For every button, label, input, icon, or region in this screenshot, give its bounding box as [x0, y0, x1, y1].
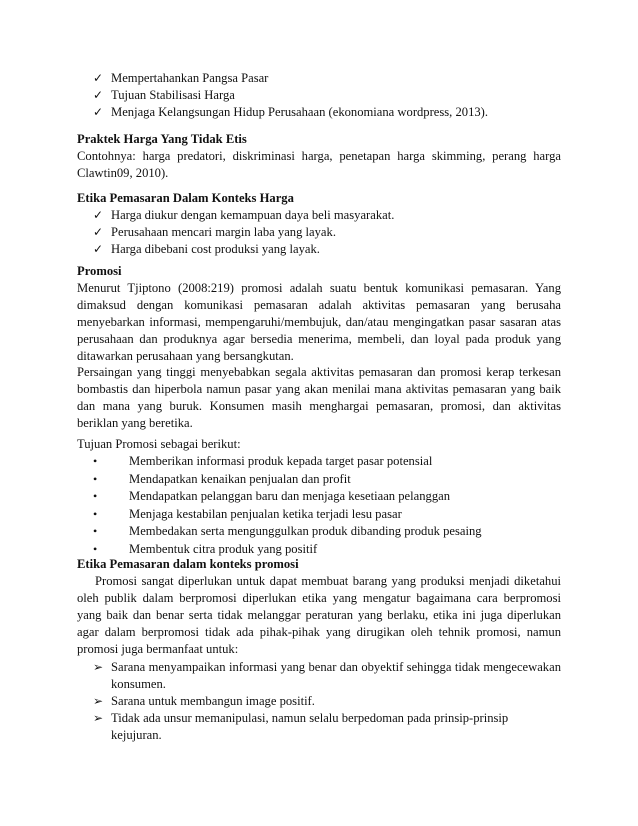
section-heading: Promosi: [77, 264, 122, 278]
bullet-icon: •: [93, 471, 98, 486]
list-item-text: Mempertahankan Pangsa Pasar: [111, 71, 269, 85]
bullet-icon: •: [93, 541, 98, 556]
arrow-bullet-icon: ➢: [93, 711, 104, 725]
list-item: [77, 471, 561, 489]
list-item: [77, 224, 561, 241]
list-item: [77, 710, 561, 744]
list-item-text: Tidak ada unsur memanipulasi, namun selalu berpedoman pada prinsip-prinsip kejujuran.: [111, 711, 509, 742]
checkmark-icon: ✓: [93, 208, 104, 222]
tujuan-promosi-list: [77, 436, 561, 559]
checkmark-icon: ✓: [93, 88, 104, 102]
list-intro: Tujuan Promosi sebagai berikut:: [77, 437, 241, 451]
checkmark-icon: ✓: [93, 71, 104, 85]
list-item: [77, 207, 561, 224]
list-item: [77, 241, 561, 258]
section-paragraph: Persaingan yang tinggi menyebabkan segala aktivitas pemasaran dan promosi kerap terkesan bombastis dan hiperbola namun pasar yang akan menilai mana aktivitas pemasaran yang baik dan mana yang buruk. Konsumen masih menghargai pemasaran, promosi, dan aktivitas beriklan yang beretika.: [77, 365, 561, 430]
list-item-text: Membedakan serta mengunggulkan produk dibanding produk pesaing: [129, 524, 482, 539]
intro-checklist: [77, 70, 561, 121]
section-paragraph: Promosi sangat diperlukan untuk dapat membuat barang yang produksi menjadi diketahui oleh publik dalam berpromosi diperlukan etika yang mengatur bagaimana cara berpromosi yang baik dan benar serta tidak melanggar peraturan yang berlaku, etika ini juga diperlukan agar dalam berpromosi tidak ada pihak-pihak yang dirugikan oleh tehnik promosi, namun promosi juga bermanfaat untuk:: [77, 574, 561, 656]
list-item-text: Menjaga kestabilan penjualan ketika terjadi lesu pasar: [129, 506, 402, 521]
list-item: [77, 104, 561, 121]
checkmark-icon: ✓: [93, 225, 104, 239]
list-item: [77, 488, 561, 506]
list-item-text: Harga dibebani cost produksi yang layak.: [111, 242, 320, 256]
section-promosi: [77, 263, 561, 365]
list-item-text: Harga diukur dengan kemampuan daya beli masyarakat.: [111, 208, 395, 222]
section-paragraph: Menurut Tjiptono (2008:219) promosi adalah suatu bentuk komunikasi pemasaran. Yang dimaksud dengan komunikasi pemasaran adalah aktivitas pemasaran yang berusaha menyebarkan informasi, mempengaruhi/membujuk, dan/atau mengingatkan pasar sasaran atas perusahaan dan produknya agar bersedia menerima, membeli, dan loyal pada produk yang ditawarkan perusahaan yang bersangkutan.: [77, 281, 561, 363]
section-heading: Etika Pemasaran dalam konteks promosi: [77, 557, 299, 571]
list-item: [77, 659, 561, 693]
arrow-bullet-icon: ➢: [93, 660, 104, 674]
list-item: [77, 506, 561, 524]
list-item-text: Sarana untuk membangun image positif.: [111, 694, 315, 708]
list-item: [77, 693, 561, 710]
list-item: [77, 87, 561, 104]
arrow-bullet-icon: ➢: [93, 694, 104, 708]
list-item-text: Perusahaan mencari margin laba yang layak.: [111, 225, 336, 239]
checkmark-icon: ✓: [93, 242, 104, 256]
list-item: [77, 70, 561, 87]
section-heading: Praktek Harga Yang Tidak Etis: [77, 132, 247, 146]
bullet-icon: •: [93, 489, 98, 504]
list-item: [77, 453, 561, 471]
section-praktek-harga: [77, 131, 561, 182]
list-item-text: Tujuan Stabilisasi Harga: [111, 88, 235, 102]
section-etika-promosi: [77, 556, 561, 744]
list-item-text: Menjaga Kelangsungan Hidup Perusahaan (ekonomiana wordpress, 2013).: [111, 105, 489, 119]
bullet-icon: •: [93, 524, 98, 539]
section-etika-harga: [77, 190, 561, 258]
list-item-text: Mendapatkan kenaikan penjualan dan profit: [129, 471, 351, 486]
checkmark-icon: ✓: [93, 105, 104, 119]
list-item-text: Mendapatkan pelanggan baru dan menjaga kesetiaan pelanggan: [129, 489, 451, 504]
bullet-icon: •: [93, 454, 98, 468]
list-item-text: Sarana menyampaikan informasi yang benar dan obyektif sehingga tidak mengecewakan konsumen.: [111, 660, 561, 691]
bullet-icon: •: [93, 506, 98, 521]
list-item-text: Memberikan informasi produk kepada target pasar potensial: [129, 454, 433, 468]
section-heading: Etika Pemasaran Dalam Konteks Harga: [77, 191, 294, 205]
list-item-text: Membentuk citra produk yang positif: [129, 541, 318, 556]
section-paragraph: Contohnya: harga predatori, diskriminasi harga, penetapan harga skimming, perang harga Clawtin09, 2010).: [77, 149, 561, 180]
list-item: [77, 523, 561, 541]
